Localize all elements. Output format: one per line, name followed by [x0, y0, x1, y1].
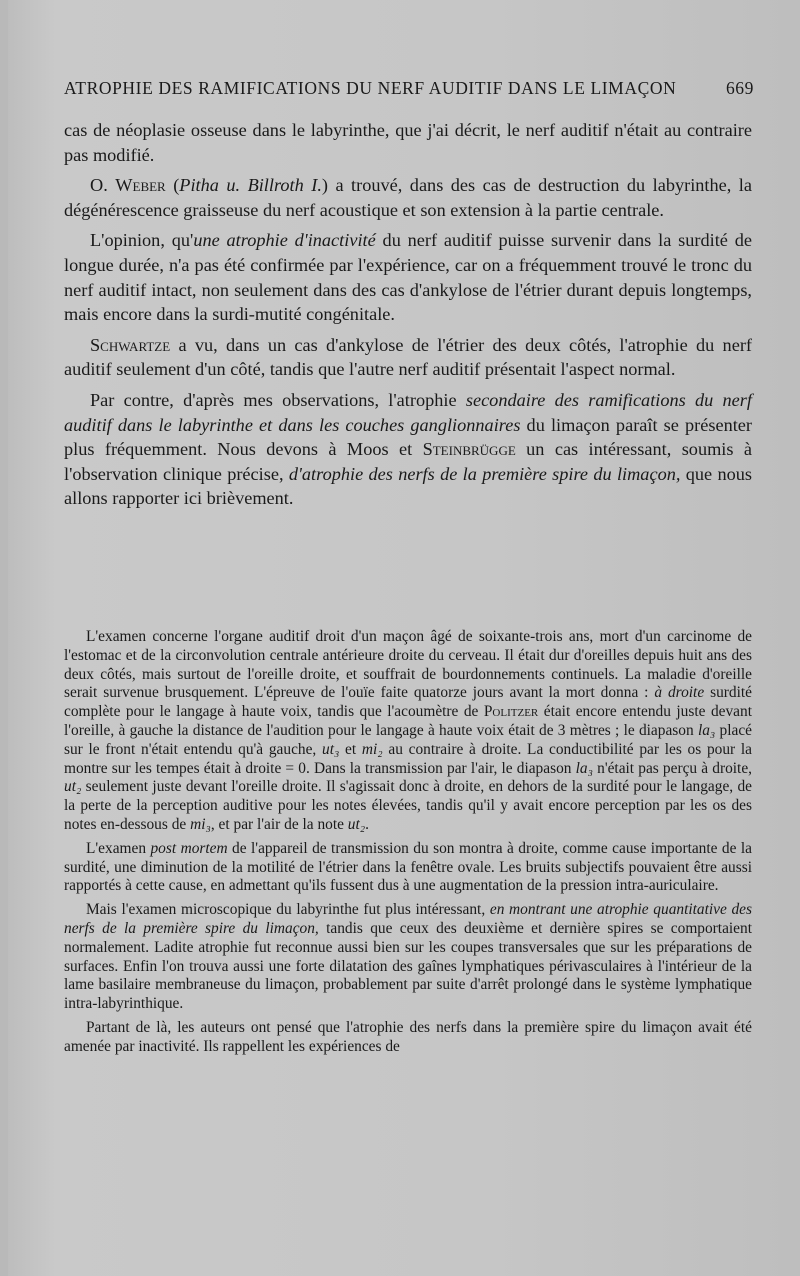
observation-paragraph-4: Partant de là, les auteurs ont pensé que l'atrophie des nerfs dans la première spire du limaçon avait été amenée par inactivité. Ils rappellent les expériences de	[64, 1018, 752, 1055]
running-header	[64, 78, 754, 99]
observation-paragraph-3: Mais l'examen microscopique du labyrinthe fut plus intéressant, en montrant une atrophie quantitative des nerfs de la première spire du limaçon, tandis que ceux des deuxième et dernière spires se comportaient normalement. Ladite atrophie fut reconnue aussi bien sur les coupes transversales que sur les préparations de surfaces. Enfin l'on trouva aussi une forte dilatation des gaînes lymphatiques périvasculaires à l'intérieur de la lame basilaire membraneuse du limaçon, probablement par suite d'arrêt prolongé dans le système lymphatique intra-labyrinthique.	[64, 901, 753, 1013]
paragraph-4: Schwartze a vu, dans un cas d'ankylose de l'étrier des deux côtés, l'atrophie du nerf auditif seulement d'un côté, tandis que l'autre nerf auditif présentait l'aspect normal.	[64, 334, 752, 380]
author-name: Politzer	[483, 703, 539, 721]
reference: Pitha u. Billroth I.	[179, 175, 322, 196]
book-page	[8, 0, 800, 1276]
author-name: Weber	[115, 175, 166, 196]
paragraph-3: L'opinion, qu'une atrophie d'inactivité du nerf auditif puisse survenir dans la surdité de longue durée, n'a pas été confirmée par l'expérience, car on a fréquemment trouvé le tronc du nerf auditif intact, non seulement dans des cas d'ankylose de l'étrier durant depuis longtemps, mais encore dans la surdi-mutité congénitale.	[64, 230, 752, 325]
author-name: Steinbrügge	[422, 439, 516, 460]
paragraph-5: Par contre, d'après mes observations, l'atrophie secondaire des ramifications du nerf auditif dans le labyrinthe et dans les couches ganglionnaires du limaçon paraît se présenter plus fréquemment. Nous devons à Moos et Steinbrügge un cas intéressant, soumis à l'observation clinique précise, d'atrophie des nerfs de la première spire du limaçon, que nous allons rapporter ici brièvement.	[64, 389, 753, 509]
observation-paragraph-2: L'examen post mortem de l'appareil de transmission du son montra à droite, comme cause importante de la surdité, une diminution de la motilité de l'étrier dans la fenêtre ovale. Les bruits subjectifs pouvaient être aussi rapportés à cette cause, en admettant qu'ils fussent dus à une augmentation de la pression intra-auriculaire.	[64, 839, 752, 895]
main-text	[64, 118, 752, 517]
case-observation	[64, 628, 752, 1062]
observation-paragraph-1: L'examen concerne l'organe auditif droit d'un maçon âgé de soixante-trois ans, mort d'un carcinome de l'estomac et de la circonvolution centrale antérieure droite du cerveau. Il était dur d'oreilles depuis huit ans des deux côtés, mais surtout de l'oreille droite, et souffrait de bourdonnements continuels. La maladie d'oreille serait survenue brusquement. L'épreuve de l'ouïe faite quatorze jours avant la mort donna : à droite surdité complète pour le langage à haute voix, tandis que l'acoumètre de Politzer était encore entendu juste devant l'oreille, à gauche la distance de l'audition pour le langage à haute voix était de 3 mètres ; le diapason la₃ placé sur le front n'était entendu qu'à gauche, ut₃ et mi₂ au contraire à droite. La conductibilité par les os pour la montre sur les tempes était à droite = 0. Dans la transmission par l'air, le diapason la₃ n'était pas perçu à droite, ut₂ seulement juste devant l'oreille droite. Il s'agissait donc à droite, en dehors de la surdité pour le langage, de la perte de la perception auditive pour les notes élevées, tandis qu'il y avait encore perception par les os des notes en-dessous de mi₃, et par l'air de la note ut₂.	[64, 628, 752, 833]
page-number: 669	[725, 78, 754, 98]
author-name: Schwartze	[90, 334, 171, 355]
running-title: ATROPHIE DES RAMIFICATIONS DU NERF AUDITIF DANS LE LIMAÇON	[64, 78, 677, 98]
paragraph-2: O. Weber (Pitha u. Billroth I.) a trouvé, dans des cas de destruction du labyrinthe, la dégénérescence graisseuse du nerf acoustique et son extension à la partie centrale.	[64, 175, 752, 220]
paragraph-1: cas de néoplasie osseuse dans le labyrinthe, que j'ai décrit, le nerf auditif n'était au contraire pas modifié.	[64, 120, 752, 165]
